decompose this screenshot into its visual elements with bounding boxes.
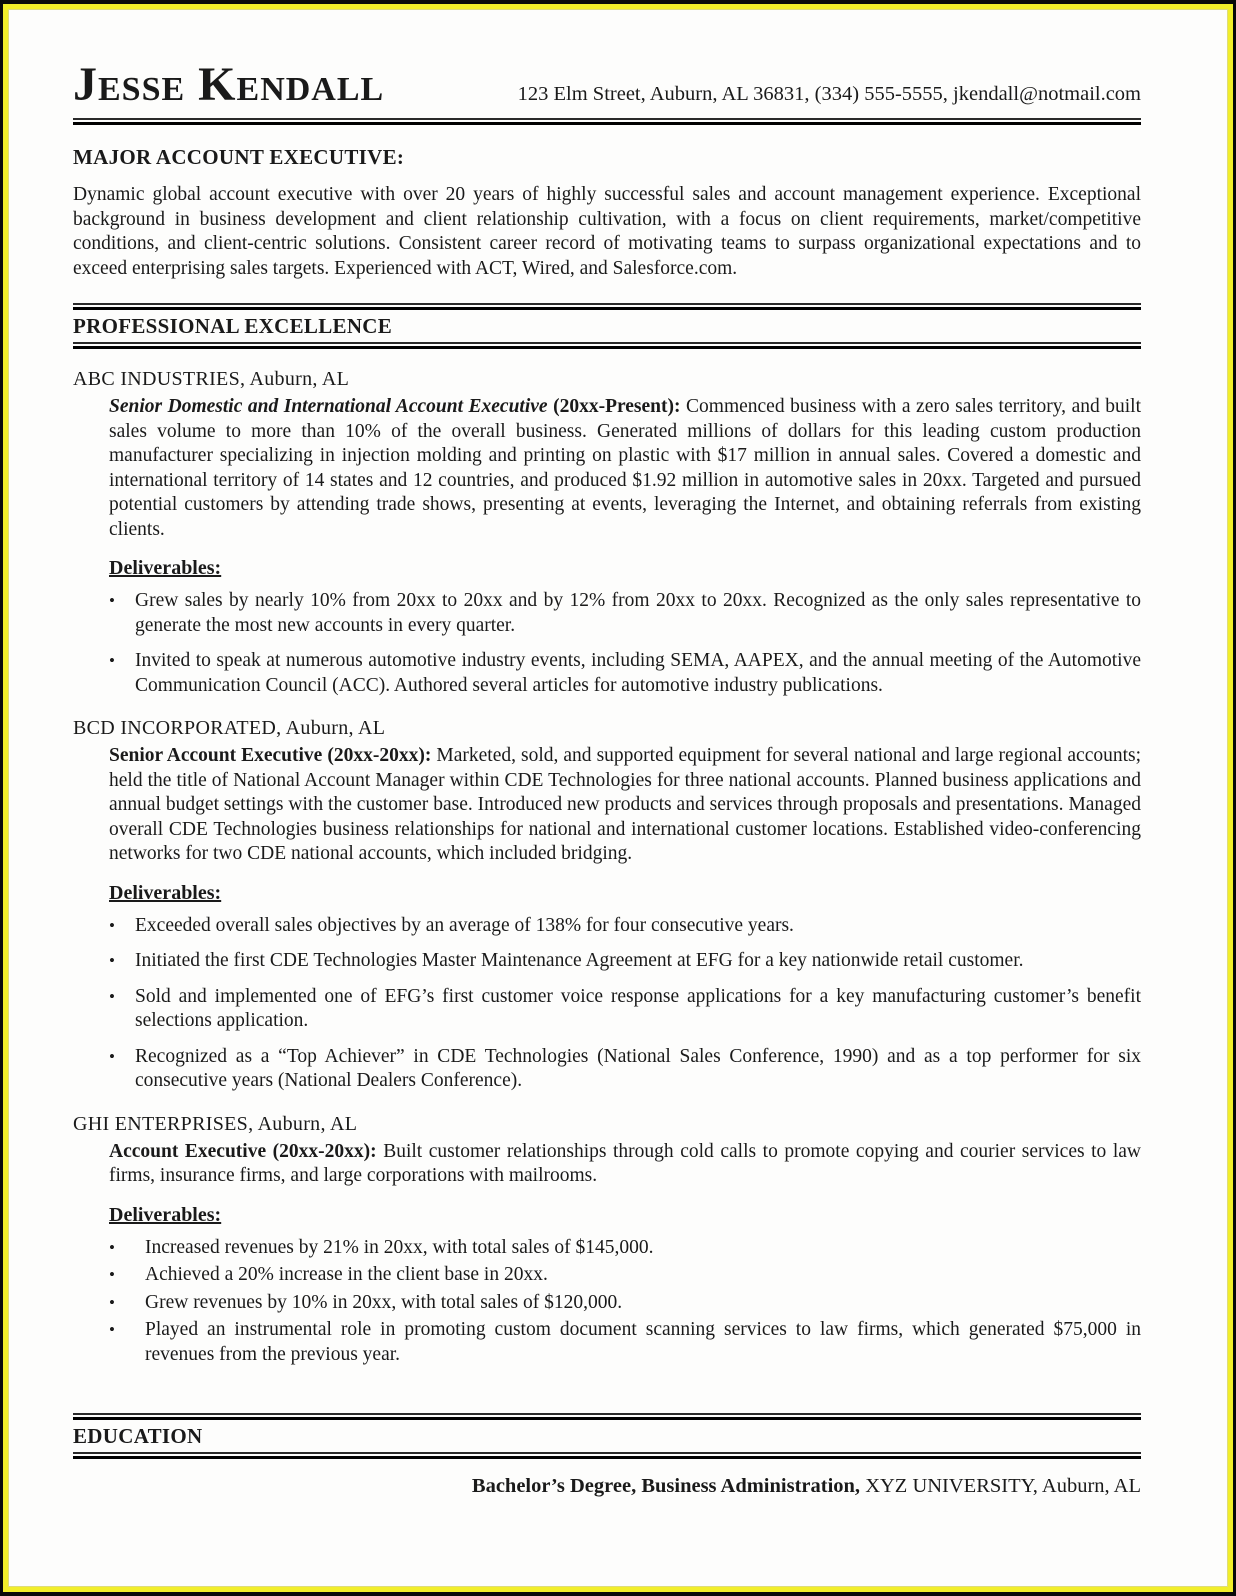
role-description: Built customer relationships through cold calls to promote copying and courier services to law firms, insurance firms, and large corporations with mailrooms. (109, 1140, 1141, 1187)
list-item (109, 1263, 1141, 1288)
bullet-text: Increased revenues by 21% in 20xx, with total sales of $145,000. (145, 1236, 654, 1258)
list-item (109, 1291, 1141, 1316)
bullet-icon: • (109, 591, 115, 611)
company-line: BCD INCORPORATED, Auburn, AL (73, 717, 386, 740)
role-description: Marketed, sold, and supported equipment for several national and large regional accounts; held the title of National Account Manager within CDE Technologies for three national accounts. Planned business applications and annual budget settings with the customer base. Introduced new products and services through proposals and presentations. Managed overall CDE Technologies business relationships for national and international customer locations. Established video-conferencing networks for two CDE national accounts, which included bridging. (109, 745, 1142, 865)
deliverables-heading: Deliverables: (109, 1203, 222, 1226)
bullet-icon: • (109, 1320, 115, 1340)
header (73, 60, 1141, 110)
bullet-text: Invited to speak at numerous automotive industry events, including SEMA, AAPEX, and the annual meeting of the Automotive Communication Council (ACC). Authored several articles for automotive industry publications. (135, 650, 1141, 696)
role-title: Account Executive (109, 1140, 267, 1162)
role-paragraph (109, 1140, 1141, 1189)
deliverables-list (109, 589, 1141, 698)
list-item (109, 589, 1141, 638)
deliverables-heading: Deliverables: (109, 881, 222, 904)
section-divider-top (73, 1413, 1141, 1420)
list-item (109, 949, 1141, 974)
list-item (109, 649, 1141, 698)
bullet-text: Achieved a 20% increase in the client base in 20xx. (145, 1264, 548, 1286)
experience-entry-abc (73, 368, 1141, 698)
role-paragraph (109, 395, 1141, 542)
section-title-professional: PROFESSIONAL EXCELLENCE (73, 314, 393, 339)
section-divider-bottom (73, 342, 1141, 349)
deliverables-heading: Deliverables: (109, 557, 222, 580)
role-description: Commenced business with a zero sales territory, and built sales volume to more than 10% of the overall business. Generated millions of dollars for this leading custom production manufacturer specializing in injection molding and printing on plastic with $17 million in annual sales. Covered a domestic and international territory of 14 states and 12 countries, and produced $1.92 million in automotive sales in 20xx. Targeted and pursued potential customers by attending trade shows, presenting at events, leveraging the Internet, and obtaining referrals from existing clients. (109, 396, 1141, 540)
bullet-icon: • (109, 1292, 115, 1312)
list-item (109, 914, 1141, 939)
bullet-icon: • (109, 1046, 115, 1066)
resume-page (8, 9, 1228, 1587)
deliverables-list (109, 914, 1141, 1094)
profile-summary: Dynamic global account executive with over 20 years of highly successful sales and account management experience. Exceptional background in business development and client relationship cultivation, with a focus on client requirements, market/competitive conditions, and client-centric solutions. Consistent career record of motivating teams to surpass organizational expectations and to exceed enterprising sales targets. Experienced with ACT, Wired, and Salesforce.com. (73, 184, 1141, 279)
bullet-icon: • (109, 915, 115, 935)
list-item (109, 1045, 1141, 1094)
degree-name: Bachelor’s Degree, Business Administration, (471, 1475, 861, 1498)
bullet-text: Initiated the first CDE Technologies Master Maintenance Agreement at EFG for a key nationwide retail customer. (135, 950, 1024, 972)
list-item (109, 985, 1141, 1034)
section-divider-bottom (73, 1452, 1141, 1459)
deliverables-list (109, 1236, 1141, 1368)
degree-school: XYZ UNIVERSITY, Auburn, AL (865, 1475, 1141, 1498)
section-divider-top (73, 303, 1141, 310)
role-dates: (20xx-20xx): (272, 1140, 377, 1162)
bullet-text: Exceeded overall sales objectives by an average of 138% for four consecutive years. (135, 914, 794, 936)
experience-entry-ghi (73, 1113, 1141, 1368)
role-title: Senior Domestic and International Account Executive (109, 396, 548, 418)
company-line: ABC INDUSTRIES, Auburn, AL (73, 368, 350, 391)
bullet-text: Sold and implemented one of EFG’s first customer voice response applications for a key manufacturing customer’s benefit selections application. (135, 985, 1141, 1032)
role-paragraph (109, 744, 1141, 867)
role-dates: (20xx-Present): (553, 396, 681, 418)
bullet-icon: • (109, 986, 115, 1006)
bullet-icon: • (109, 951, 115, 971)
bullet-text: Recognized as a “Top Achiever” in CDE Technologies (National Sales Conference, 1990) and as a top performer for six consecutive years (National Dealers Conference). (135, 1045, 1141, 1092)
page-border-yellow (3, 4, 1233, 1592)
candidate-name: Jesse Kendall (73, 58, 385, 111)
profile-heading: MAJOR ACCOUNT EXECUTIVE: (73, 145, 405, 170)
bullet-icon: • (109, 651, 115, 671)
list-item (109, 1318, 1141, 1367)
role-dates: (20xx-20xx): (327, 745, 432, 767)
education-section-header (73, 1413, 1141, 1459)
list-item (109, 1236, 1141, 1261)
header-divider (73, 118, 1141, 125)
professional-section-header (73, 303, 1141, 349)
bullet-icon: • (109, 1265, 115, 1285)
bullet-text: Grew sales by nearly 10% from 20xx to 20xx and by 12% from 20xx to 20xx. Recognized as the only sales representative to generate the most new accounts in every quarter. (135, 590, 1141, 636)
education-degree-line (73, 1475, 1141, 1498)
contact-info: 123 Elm Street, Auburn, AL 36831, (334) 555-5555, jkendall@notmail.com (517, 83, 1141, 105)
bullet-text: Played an instrumental role in promoting custom document scanning services to law firms, which generated $75,000 in revenues from the previous year. (145, 1319, 1141, 1365)
section-title-education: EDUCATION (73, 1424, 203, 1449)
bullet-text: Grew revenues by 10% in 20xx, with total sales of $120,000. (145, 1291, 623, 1313)
company-line: GHI ENTERPRISES, Auburn, AL (73, 1112, 358, 1135)
experience-entry-bcd (73, 717, 1141, 1094)
role-title: Senior Account Executive (109, 745, 323, 767)
bullet-icon: • (109, 1237, 115, 1257)
